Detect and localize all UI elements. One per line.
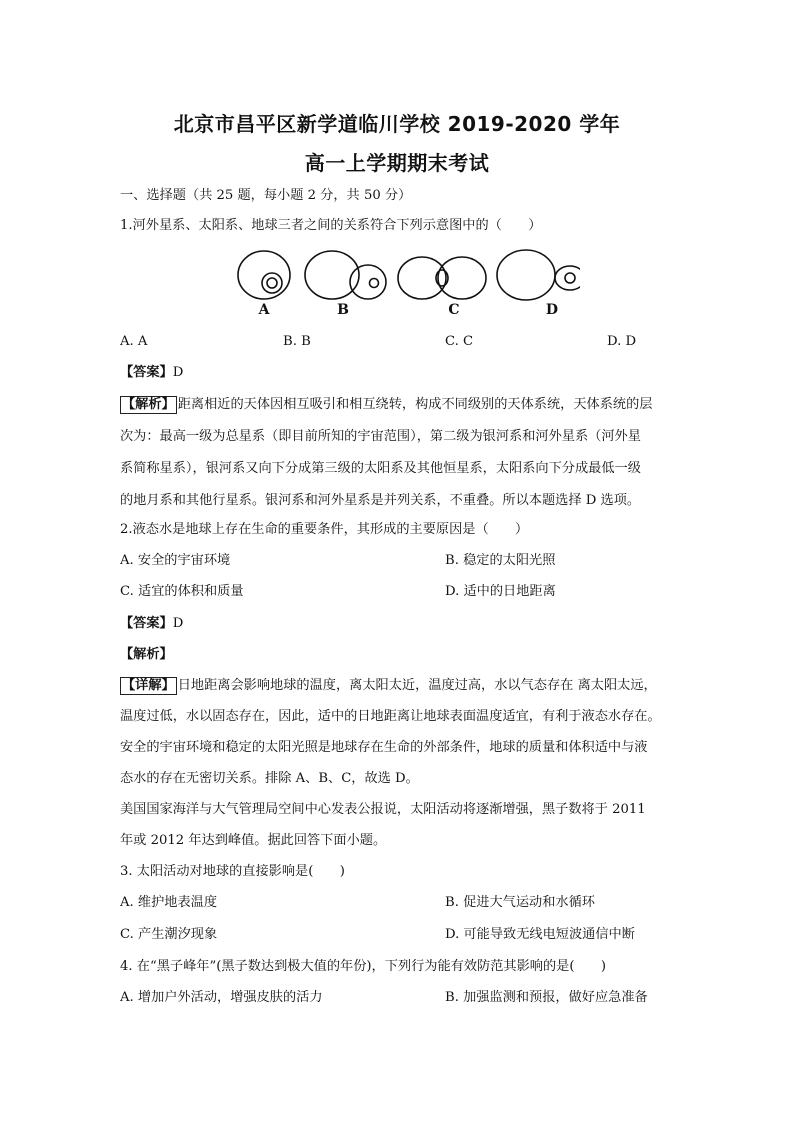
analysis-tag: 【解析】 — [120, 647, 173, 662]
q2-answer — [120, 614, 680, 634]
figure-b-small-circle — [370, 279, 379, 288]
q2-option-d: D. 适中的日地距离 — [445, 584, 556, 599]
section-heading: 一、选择题（共 25 题，每小题 2 分，共 50 分） — [120, 188, 412, 203]
question-3-stem: 3. 太阳活动对地球的直接影响是( ) — [120, 864, 345, 879]
q1-analysis-line-1 — [120, 395, 680, 415]
q1-analysis-line-3: 系简称星系），银河系又向下分成第三级的太阳系及其他恒星系，太阳系向下分成最低一级 — [120, 461, 641, 476]
analysis-tag: 【解析】 — [122, 397, 175, 412]
q3-option-d: D. 可能导致无线电短波通信中断 — [445, 927, 635, 942]
q1-option-d: D. D — [607, 334, 637, 349]
q2-detail-line-2: 温度过低，水以固态存在，因此，适中的日地距离让地球表面温度适宜，有利于液态水存在。 — [120, 709, 661, 724]
analysis-text: 距离相近的天体因相互吸引和相互绕转，构成不同级别的天体系统，天体系统的层 — [177, 397, 653, 412]
q1-answer — [120, 363, 680, 383]
figure-label-d: D — [545, 302, 559, 318]
q2-analysis — [120, 645, 680, 665]
q3-option-a: A. 维护地表温度 — [120, 895, 218, 910]
figure-d-medium-circle — [555, 266, 580, 290]
q1-analysis-line-4: 的地月系和其他行星系。银河系和河外星系是并列关系，不重叠。所以本题选择 D 选项。 — [120, 493, 641, 508]
question-4-stem: 4. 在“黑子峰年”(黑子数达到极大值的年份)，下列行为能有效防范其影响的是( ) — [120, 959, 607, 974]
passage-line-1: 美国国家海洋与大气管理局空间中心发表公报说，太阳活动将逐渐增强，黑子数将于 2011 — [120, 802, 646, 817]
figure-a-inner-circle — [267, 278, 277, 288]
q2-detail-line-4: 态水的存在无密切关系。排除 A、B、C，故选 D。 — [120, 771, 419, 786]
question-2-stem: 2.液态水是地球上存在生命的重要条件，其形成的主要原因是（ ） — [120, 522, 529, 537]
figure-label-a: A — [258, 302, 270, 318]
page-title-line2: 高一上学期期末考试 — [304, 151, 490, 175]
q3-option-b: B. 促进大气运动和水循环 — [445, 895, 595, 910]
figure-a-middle-circle — [262, 273, 282, 293]
figure-a-outer-circle — [238, 251, 290, 299]
answer-tag: 【答案】 — [120, 365, 173, 380]
q2-option-b: B. 稳定的太阳光照 — [445, 553, 556, 568]
figure-d-small-circle — [565, 273, 575, 283]
q3-option-c: C. 产生潮汐现象 — [120, 927, 218, 942]
question-1-figure — [230, 248, 580, 318]
q1-analysis-line-2: 次为：最高一级为总星系（即目前所知的宇宙范围），第二级为银河系和河外星系（河外星 — [120, 429, 641, 444]
passage-line-2: 年或 2012 年达到峰值。据此回答下面小题。 — [120, 833, 387, 848]
q2-detail-line-1 — [120, 676, 680, 696]
detail-text: 日地距离会影响地球的温度，离太阳太近，温度过高，水以气态存在 离太阳太远， — [177, 678, 657, 693]
q2-option-c: C. 适宜的体积和质量 — [120, 584, 244, 599]
figure-b-medium-circle — [350, 265, 386, 299]
q1-option-b: B. B — [283, 334, 311, 349]
answer-value: D — [172, 616, 184, 631]
answer-tag: 【答案】 — [120, 616, 173, 631]
q1-option-c: C. C — [445, 334, 474, 349]
figure-label-c: C — [448, 302, 460, 318]
answer-value: D — [172, 365, 184, 380]
q4-option-a: A. 增加户外活动，增强皮肤的活力 — [120, 990, 323, 1005]
figure-label-b: B — [337, 302, 349, 318]
figure-d-large-circle — [497, 250, 555, 300]
question-1-stem: 1.河外星系、太阳系、地球三者之间的关系符合下列示意图中的（ ） — [120, 218, 542, 233]
q2-detail-line-3: 安全的宇宙环境和稳定的太阳光照是地球存在生命的外部条件，地球的质量和体积适中与液 — [120, 740, 648, 755]
q1-option-a: A. A — [120, 334, 148, 349]
page-title-line1: 北京市昌平区新学道临川学校 2019-2020 学年 — [173, 112, 621, 136]
q2-option-a: A. 安全的宇宙环境 — [120, 553, 231, 568]
q4-option-b: B. 加强监测和预报，做好应急准备 — [445, 990, 648, 1005]
detail-tag: 【详解】 — [122, 678, 175, 693]
